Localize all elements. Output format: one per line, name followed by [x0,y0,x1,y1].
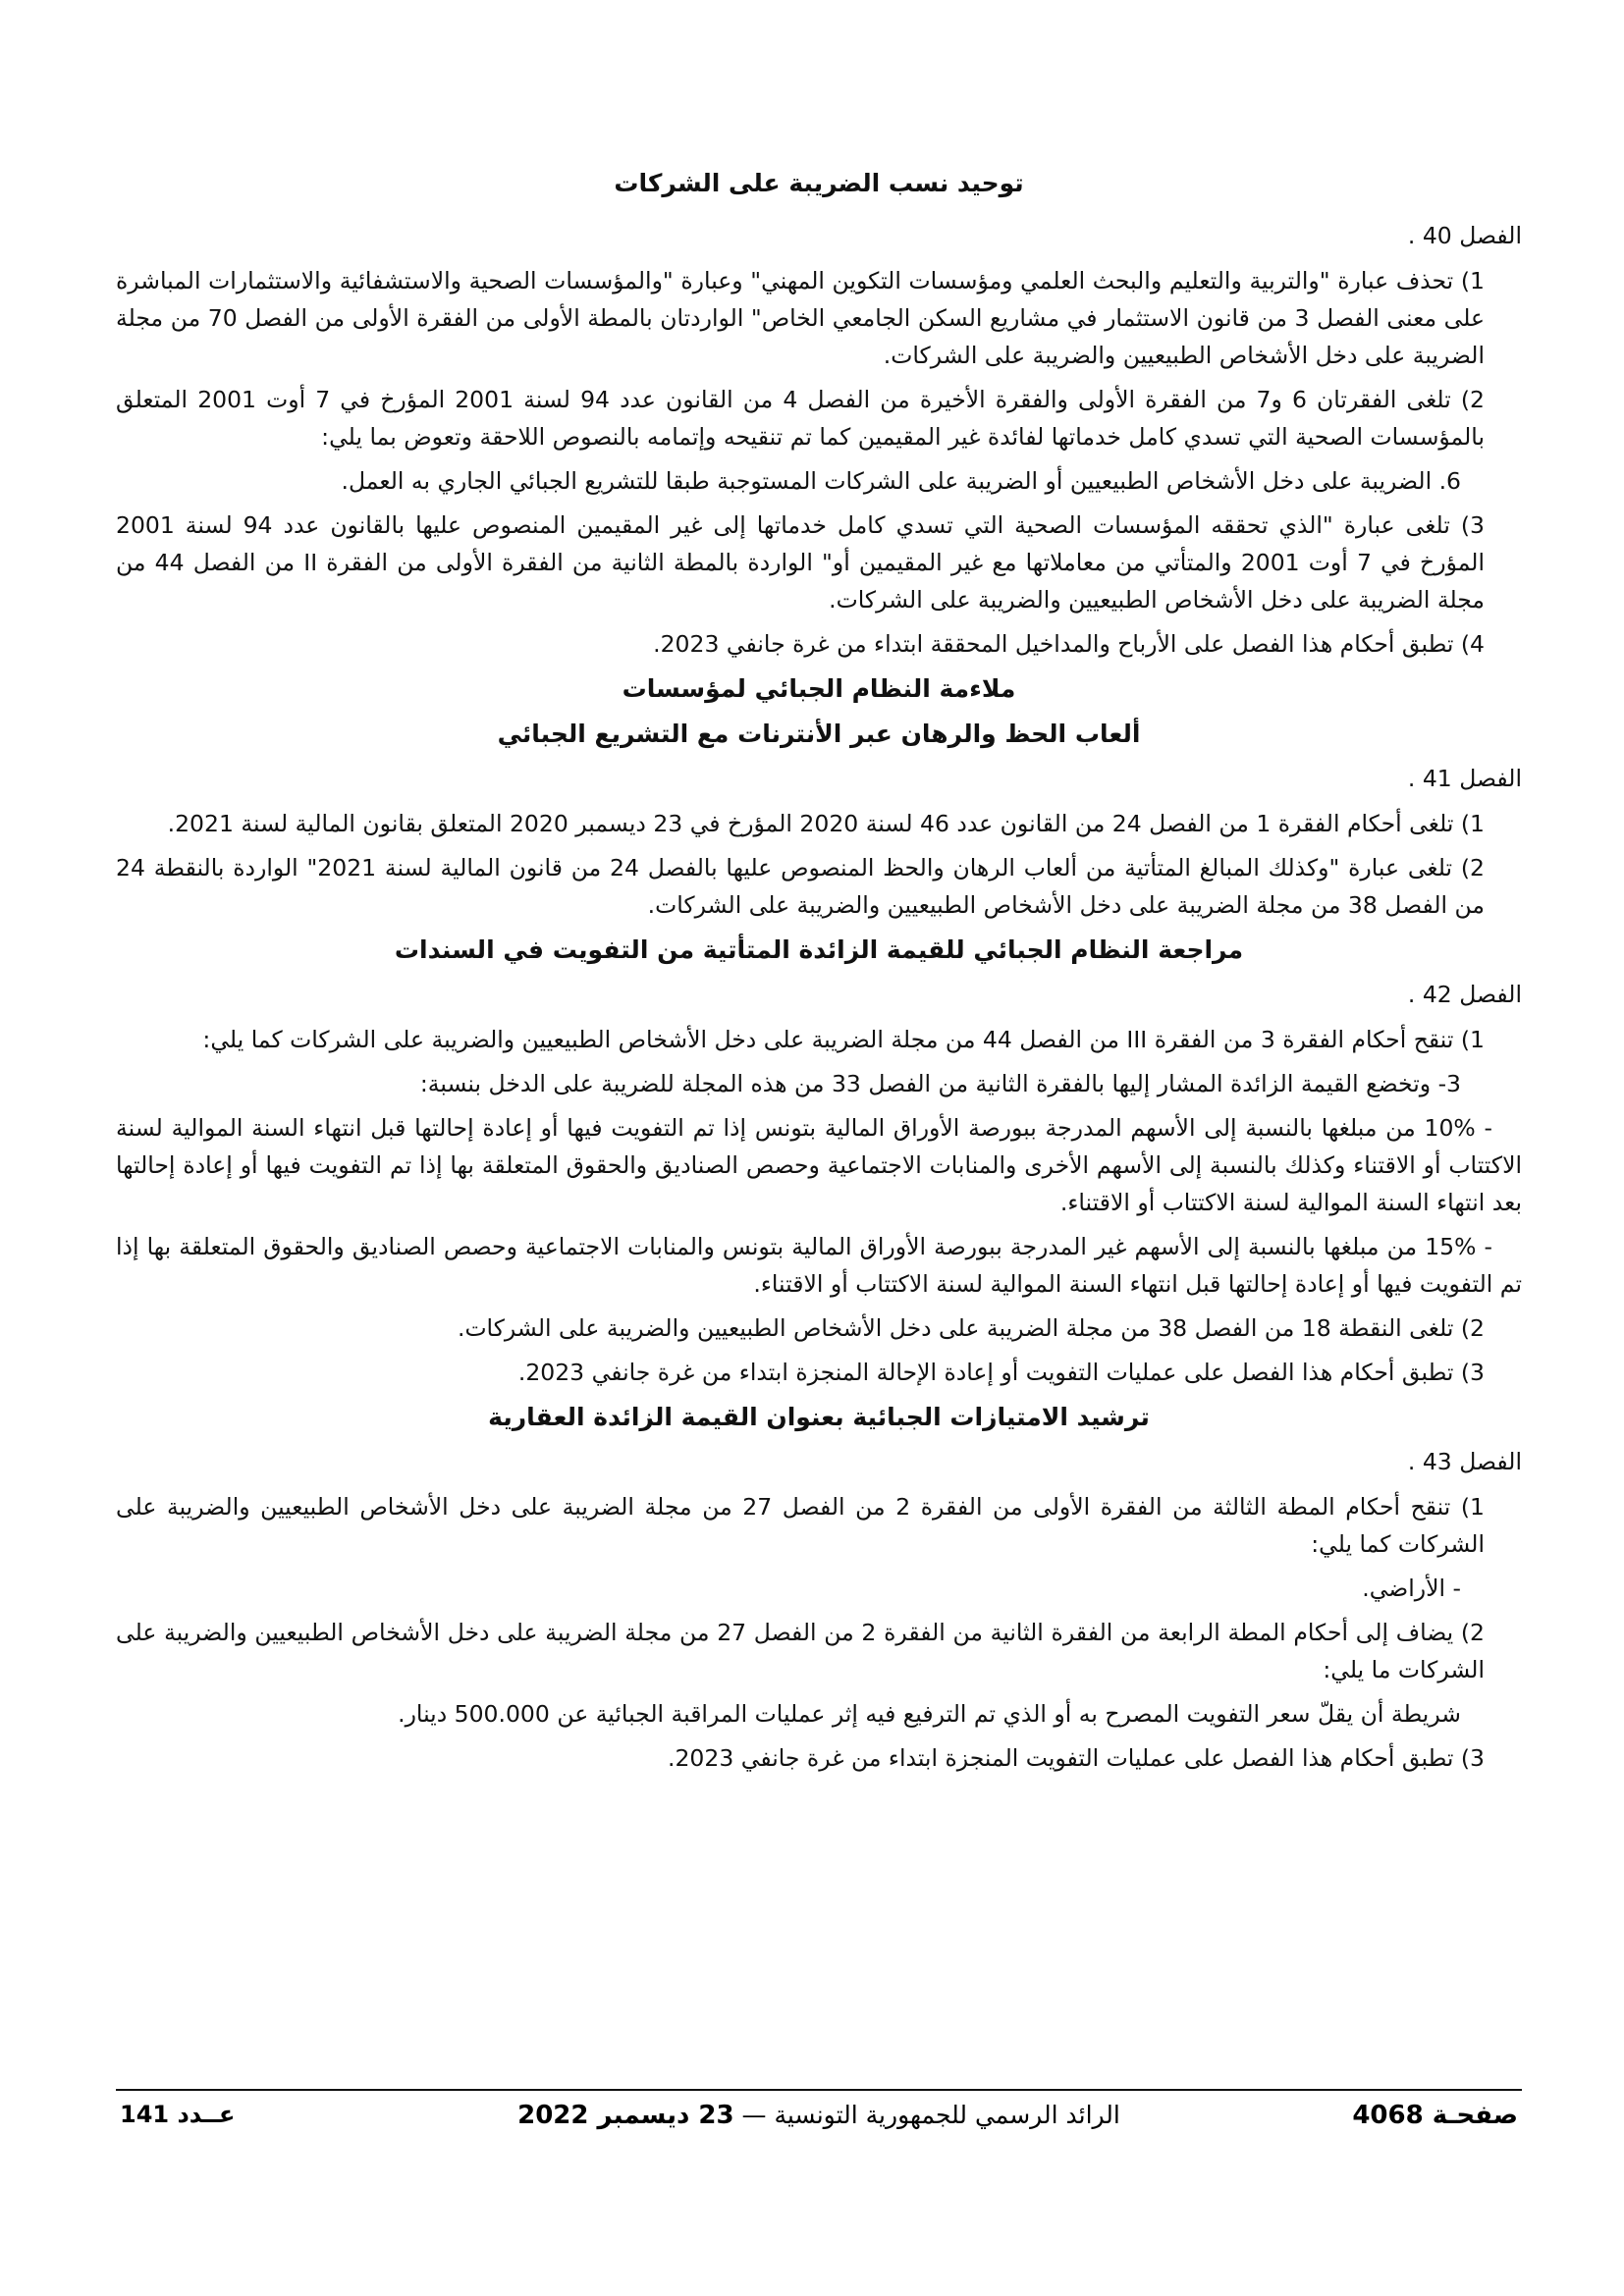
section-heading-real-estate: ترشيد الامتيازات الجبائية بعنوان القيمة الزائدة العقارية [488,1403,1150,1431]
chapter-40-paragraph-2: 2) تلغى الفقرتان 6 و7 من الفقرة الأولى والفقرة الأخيرة من الفصل 4 من القانون عدد 94 لسنة 2001 المؤرخ في 7 أوت 2001 المتعلق بالمؤسسات الصحية التي تسدي كامل خدماتها لفائدة غير المقيمين كما تم تنقيحه وإتمامه بالنصوص اللاحقة وتعوض بما يلي: [116,386,1485,451]
chapter-42-paragraph-4: - 15% من مبلغها بالنسبة إلى الأسهم غير المدرجة ببورصة الأوراق المالية بتونس والمنابات الاجتماعية وحصص الصناديق والحقوق المتعلقة بها إذا تم التفويت فيها أو إعادة إحالتها قبل انتهاء السنة الموالية لسنة الاكتتاب أو الاقتناء. [116,1233,1522,1298]
journal-name: الرائد الرسمي للجمهورية التونسية — [741,2101,1120,2129]
chapter-40-paragraph-4: 3) تلغى عبارة "الذي تحققه المؤسسات الصحية التي تسدي كامل خدماتها إلى غير المقيمين المنصوص عليها بالقانون عدد 94 لسنة 2001 المؤرخ في 7 أوت 2001 والمتأتي من معاملاتها مع غير المقيمين أو" الواردة بالمطة الثانية من الفقرة الأولى من الفقرة II من الفصل 44 من مجلة الضريبة على دخل الأشخاص الطبيعيين والضريبة على الشركات. [116,511,1485,614]
issue-date: 23 ديسمبر 2022 [517,2101,734,2130]
chapter-43-paragraph-4: شريطة أن يقلّ سعر التفويت المصرح به أو الذي تم الترفيع فيه إثر عمليات المراقبة الجبائية عن 500.000 دينار. [398,1700,1461,1728]
chapter-42-paragraph-3: - 10% من مبلغها بالنسبة إلى الأسهم المدرجة ببورصة الأوراق المالية بتونس إذا تم التفويت فيها أو إعادة إحالتها قبل انتهاء السنة الموالية لسنة الاكتتاب أو الاقتناء وكذلك بالنسبة إلى الأسهم الأخرى والمنابات الاجتماعية وحصص الصناديق والحقوق المتعلقة بها إذا تم التفويت فيها أو إعادة إحالتها بعد انتهاء السنة الموالية لسنة الاكتتاب أو الاقتناء. [116,1114,1522,1216]
chapter-41-label: الفصل 41 . [1407,765,1522,792]
chapter-40-label: الفصل 40 . [1407,222,1522,249]
chapter-41-paragraph-1: 1) تلغى أحكام الفقرة 1 من الفصل 24 من القانون عدد 46 لسنة 2020 المؤرخ في 23 ديسمبر 2020 المتعلق بقانون المالية لسنة 2021. [167,810,1485,837]
chapter-43-paragraph-2: - الأراضي. [1362,1575,1461,1602]
chapter-42-paragraph-5: 2) تلغى النقطة 18 من الفصل 38 من مجلة الضريبة على دخل الأشخاص الطبيعيين والضريبة على الشركات. [457,1314,1485,1342]
chapter-43-paragraph-3: 2) يضاف إلى أحكام المطة الرابعة من الفقرة الثانية من الفقرة 2 من الفصل 27 من مجلة الضريبة على دخل الأشخاص الطبيعيين والضريبة على الشركات ما يلي: [116,1619,1485,1683]
section-heading-capital-gains: مراجعة النظام الجبائي للقيمة الزائدة المتأتية من التفويت في السندات [394,935,1244,964]
journal-title [116,2101,1522,2130]
issue-number: عــدد 141 [120,2101,236,2128]
page-footer [116,2089,1522,2140]
chapter-40-paragraph-5: 4) تطبق أحكام هذا الفصل على الأرباح والمداخيل المحققة ابتداء من غرة جانفي 2023. [653,630,1485,658]
chapter-40-paragraph-3: 6. الضريبة على دخل الأشخاص الطبيعيين أو الضريبة على الشركات المستوجبة طبقا للتشريع الجبائي الجاري به العمل. [341,467,1461,495]
section-heading-gaming-1: ملاءمة النظام الجبائي لمؤسسات [622,674,1016,703]
section-heading-tax-rates: توحيد نسب الضريبة على الشركات [614,169,1024,197]
chapter-43-paragraph-5: 3) تطبق أحكام هذا الفصل على عمليات التفويت المنجزة ابتداء من غرة جانفي 2023. [667,1744,1485,1772]
chapter-42-paragraph-6: 3) تطبق أحكام هذا الفصل على عمليات التفويت أو إعادة الإحالة المنجزة ابتداء من غرة جانفي 2023. [517,1359,1485,1386]
chapter-43-label: الفصل 43 . [1407,1448,1522,1475]
chapter-43-paragraph-1: 1) تنقح أحكام المطة الثالثة من الفقرة الأولى من الفقرة 2 من الفصل 27 من مجلة الضريبة على دخل الأشخاص الطبيعيين والضريبة على الشركات كما يلي: [116,1493,1485,1558]
chapter-41-paragraph-2: 2) تلغى عبارة "وكذلك المبالغ المتأتية من ألعاب الرهان والحظ المنصوص عليها بالفصل 24 من قانون المالية لسنة 2021" الواردة بالنقطة 24 من الفصل 38 من مجلة الضريبة على دخل الأشخاص الطبيعيين والضريبة على الشركات. [116,854,1485,919]
chapter-42-paragraph-1: 1) تنقح أحكام الفقرة 3 من الفقرة III من الفصل 44 من مجلة الضريبة على دخل الأشخاص الطبيعيين والضريبة على الشركات كما يلي: [202,1026,1485,1053]
chapter-42-label: الفصل 42 . [1407,981,1522,1008]
section-heading-gaming-2: ألعاب الحظ والرهان عبر الأنترنات مع التشريع الجبائي [497,720,1141,748]
chapter-40-paragraph-1: 1) تحذف عبارة "والتربية والتعليم والبحث العلمي ومؤسسات التكوين المهني" وعبارة "والمؤسسات الصحية والاستشفائية والاستثمارات المباشرة على معنى الفصل 3 من قانون الاستثمار في مشاريع السكن الجامعي الخاص" الواردتان بالمطة الأولى من الفقرة الأولى من الفصل 70 من مجلة الضريبة على دخل الأشخاص الطبيعيين والضريبة على الشركات. [116,267,1486,369]
document-page [116,152,1522,2164]
page-number: صفحـة 4068 [1352,2101,1518,2130]
chapter-42-paragraph-2: 3- وتخضع القيمة الزائدة المشار إليها بالفقرة الثانية من الفصل 33 من هذه المجلة للضريبة على الدخل بنسبة: [419,1070,1461,1097]
